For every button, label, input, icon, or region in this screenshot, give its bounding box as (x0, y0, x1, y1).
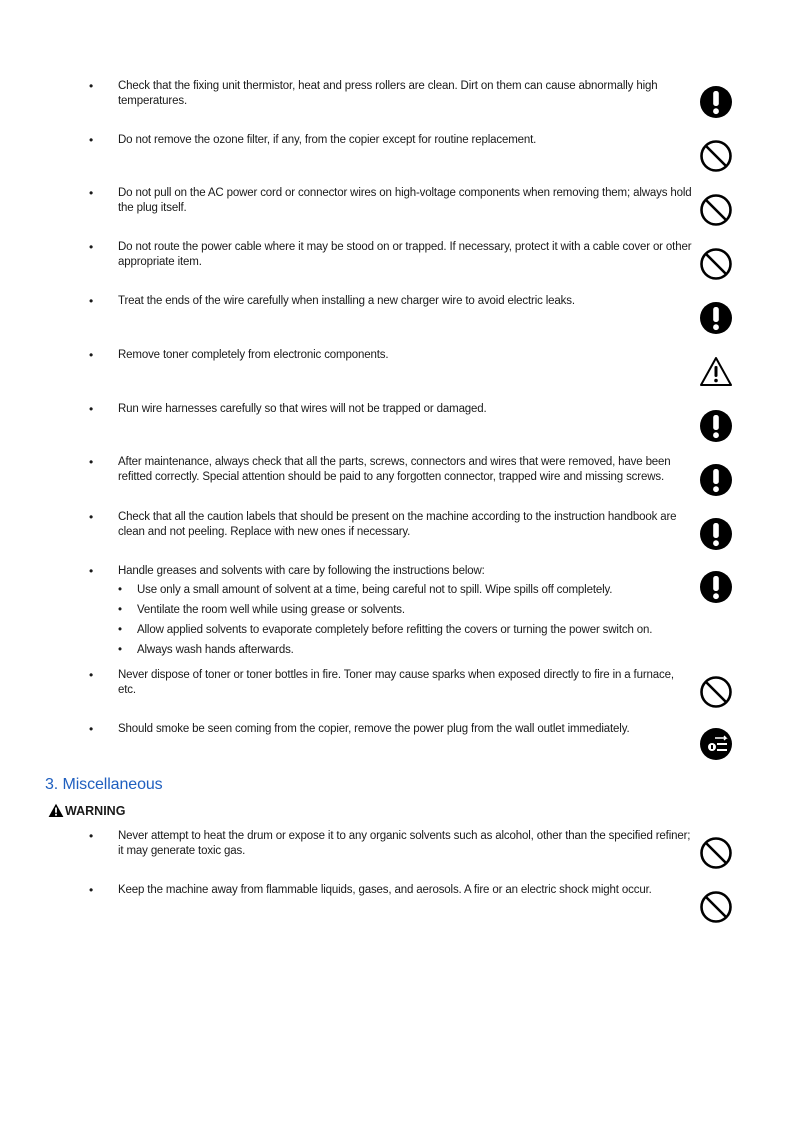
warning-heading (48, 803, 125, 818)
unplug-icon (699, 727, 733, 761)
item-text: Check that the fixing unit thermistor, heat and press rollers are clean. Dirt on them can cause abnormally high temperatures. (118, 80, 658, 107)
item-text: Check that all the caution labels that should be present on the machine according to the instruction handbook are clean and not peeling. Replace with new ones if necessary. (118, 511, 677, 538)
exclamation-icon (699, 463, 733, 497)
sub-item-text: Always wash hands afterwards. (137, 644, 294, 656)
prohibition-icon (699, 247, 733, 281)
exclamation-icon (699, 570, 733, 604)
prohibition-icon (699, 675, 733, 709)
item-text: Keep the machine away from flammable liquids, gases, and aerosols. A fire or an electric shock might occur. (118, 884, 652, 896)
sub-bullet: • (118, 584, 122, 596)
exclamation-icon (699, 517, 733, 551)
caution-triangle-icon (699, 355, 733, 389)
prohibition-icon (699, 139, 733, 173)
warning-label: WARNING (65, 803, 126, 818)
sub-bullet: • (118, 624, 122, 636)
warning-triangle-icon (48, 803, 64, 818)
prohibition-icon (699, 890, 733, 924)
item-text: Do not pull on the AC power cord or connector wires on high-voltage components when removing them; always hold the plug itself. (118, 187, 692, 214)
item-text: Never attempt to heat the drum or expose it to any organic solvents such as alcohol, other than the specified refiner; it may generate toxic gas. (118, 830, 691, 857)
bullet: • (89, 348, 94, 362)
exclamation-icon (699, 301, 733, 335)
item-text: Do not route the power cable where it may be stood on or trapped. If necessary, protect it with a cable cover or other appropriate item. (118, 241, 692, 268)
bullet: • (89, 402, 94, 416)
sub-bullet: • (118, 644, 122, 656)
item-text: Handle greases and solvents with care by following the instructions below: (118, 565, 485, 577)
exclamation-icon (699, 409, 733, 443)
section-title: 3. Miscellaneous (45, 776, 163, 793)
bullet: • (89, 186, 94, 200)
item-text: Never dispose of toner or toner bottles in fire. Toner may cause sparks when exposed directly to fire in a furnace, etc. (118, 669, 674, 696)
bullet: • (89, 455, 94, 469)
bullet: • (89, 294, 94, 308)
bullet: • (89, 722, 94, 736)
item-text: After maintenance, always check that all the parts, screws, connectors and wires that were removed, have been refitted correctly. Special attention should be paid to any forgotten connector, trapped wire and missing screws. (118, 456, 671, 483)
exclamation-icon (699, 85, 733, 119)
bullet: • (89, 564, 94, 578)
bullet: • (89, 883, 94, 897)
sub-item-text: Ventilate the room well while using grease or solvents. (137, 604, 405, 616)
item-text: Run wire harnesses carefully so that wires will not be trapped or damaged. (118, 403, 487, 415)
bullet: • (89, 133, 94, 147)
bullet: • (89, 240, 94, 254)
sub-item-text: Use only a small amount of solvent at a time, being careful not to spill. Wipe spills off completely. (137, 584, 613, 596)
prohibition-icon (699, 836, 733, 870)
item-text: Should smoke be seen coming from the copier, remove the power plug from the wall outlet immediately. (118, 723, 630, 735)
item-text: Do not remove the ozone filter, if any, from the copier except for routine replacement. (118, 134, 537, 146)
prohibition-icon (699, 193, 733, 227)
item-text: Treat the ends of the wire carefully when installing a new charger wire to avoid electric leaks. (118, 295, 575, 307)
bullet: • (89, 829, 94, 843)
sub-bullet: • (118, 604, 122, 616)
bullet: • (89, 668, 94, 682)
sub-item-text: Allow applied solvents to evaporate completely before refitting the covers or turning the power switch on. (137, 624, 653, 636)
bullet: • (89, 79, 94, 93)
item-text: Remove toner completely from electronic components. (118, 349, 389, 361)
bullet: • (89, 510, 94, 524)
